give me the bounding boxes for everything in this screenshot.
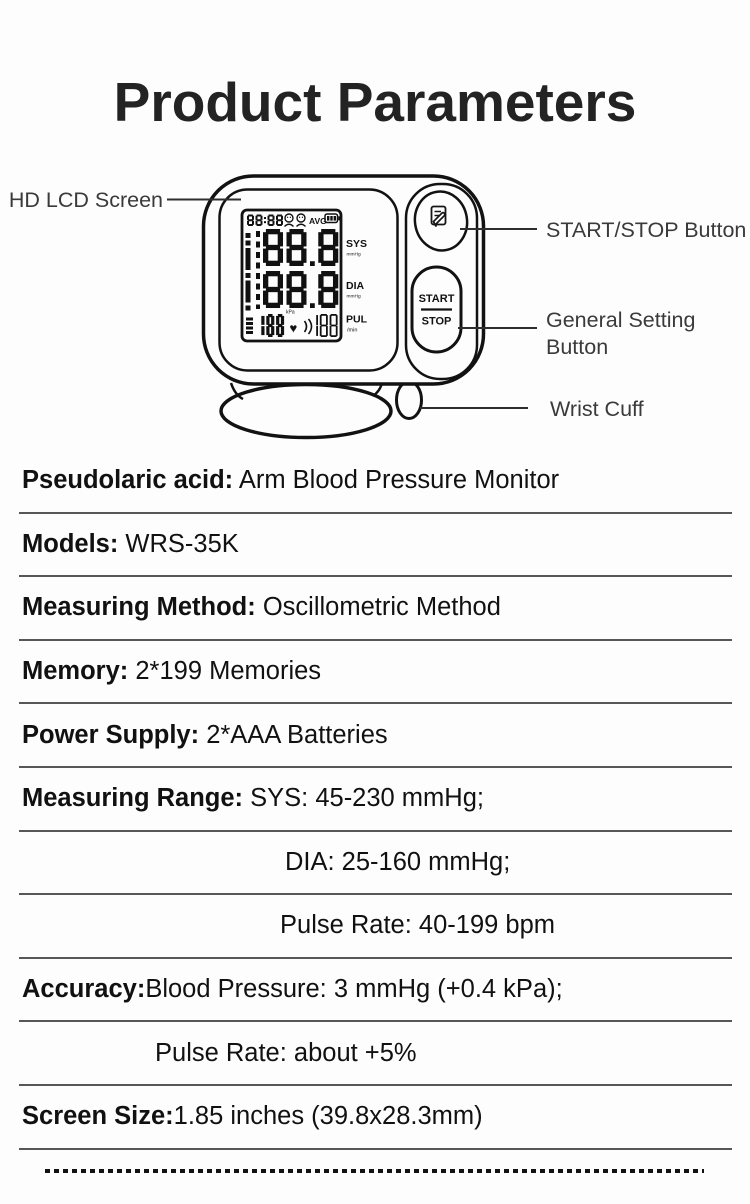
spec-row	[19, 577, 732, 641]
spec-label: Models:	[22, 529, 119, 558]
spec-row	[19, 450, 732, 514]
callout-start-stop-button: START/STOP Button	[546, 218, 747, 242]
spec-row	[19, 1086, 732, 1150]
wrist-cuff-shape	[221, 385, 391, 438]
start-label: START	[418, 293, 455, 305]
spec-label: Screen Size:	[22, 1102, 174, 1131]
spec-row	[19, 959, 732, 1023]
spec-row	[19, 768, 732, 832]
spec-row	[19, 641, 732, 705]
cuff-curl	[397, 382, 422, 419]
stop-label: STOP	[421, 315, 452, 328]
callout-general-setting-button: General Setting Button	[546, 308, 696, 359]
spec-value: Blood Pressure: 3 mmHg (+0.4 kPa);	[145, 975, 563, 1004]
spec-label: Memory:	[22, 657, 129, 686]
callout-wrist-cuff: Wrist Cuff	[550, 397, 644, 421]
spec-value: Arm Blood Pressure Monitor	[233, 466, 560, 495]
spec-row	[19, 1022, 732, 1086]
spec-row	[19, 895, 732, 959]
spec-value: WRS-35K	[118, 529, 239, 558]
spec-value: 1.85 inches (39.8x28.3mm)	[173, 1102, 483, 1131]
dia-label: DIA	[346, 280, 365, 292]
pul-unit-label: /min	[347, 327, 358, 334]
spec-row	[19, 514, 732, 578]
spec-value: Pulse Rate: 40-199 bpm	[280, 911, 555, 940]
spec-label: Accuracy:	[22, 975, 146, 1004]
page-title: Product Parameters	[113, 70, 637, 133]
spec-value: Oscillometric Method	[255, 593, 501, 622]
spec-value: DIA: 25-160 mmHg;	[285, 847, 511, 876]
spec-label: Power Supply:	[22, 720, 200, 749]
heart-icon: ♥	[289, 320, 298, 336]
spec-row	[19, 704, 732, 768]
dashed-divider	[45, 1169, 704, 1173]
spec-value: Pulse Rate: about +5%	[155, 1038, 417, 1067]
sys-label: SYS	[346, 238, 368, 250]
spec-table	[19, 450, 732, 1150]
spec-value: 2*AAA Batteries	[199, 720, 388, 749]
avg-label: AVG	[309, 216, 327, 226]
spec-row	[19, 832, 732, 896]
spec-label: Measuring Method:	[22, 593, 256, 622]
spec-label: Measuring Range:	[22, 784, 244, 813]
dia-unit-label: mmHg	[346, 294, 361, 300]
callout-hd-lcd-screen: HD LCD Screen	[8, 188, 163, 212]
kpa-label: kPa	[286, 309, 295, 316]
spec-value: 2*199 Memories	[128, 657, 322, 686]
spec-label: Pseudolaric acid:	[22, 466, 234, 495]
pul-label: PUL	[346, 313, 367, 326]
spec-value: SYS: 45-230 mmHg;	[243, 784, 484, 813]
sys-unit-label: mmHg	[346, 252, 361, 258]
